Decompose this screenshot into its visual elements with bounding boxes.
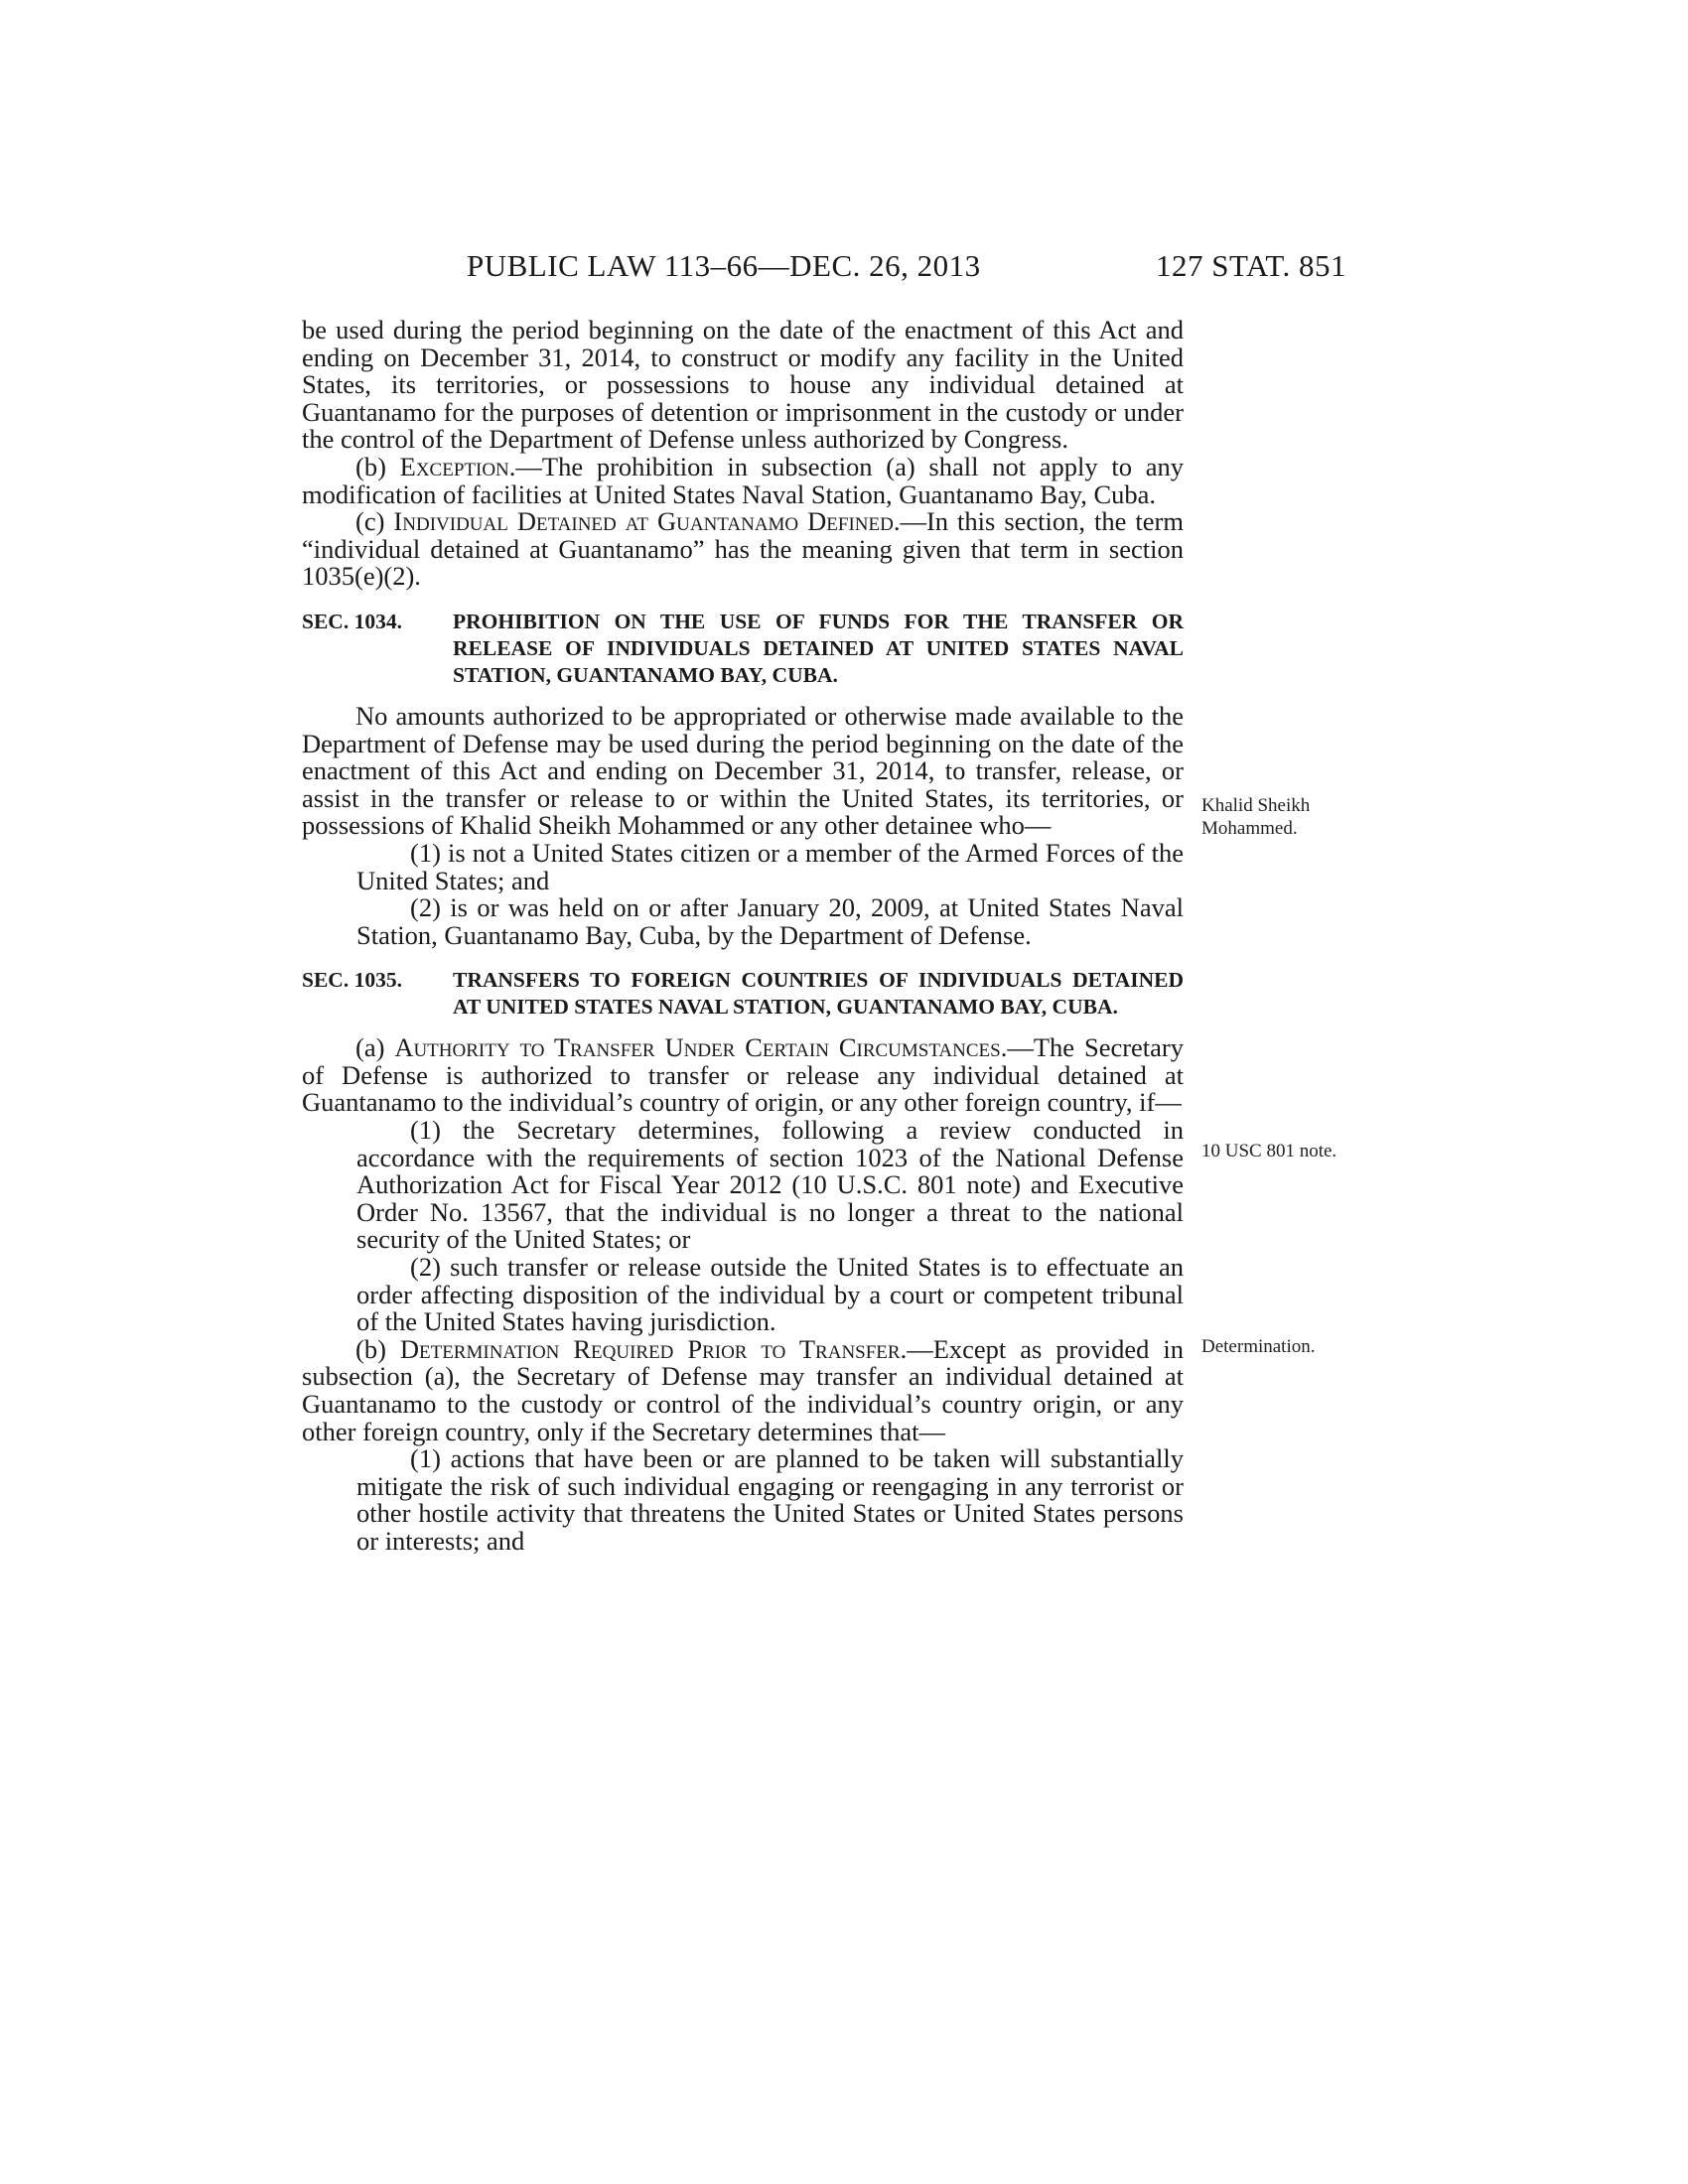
subsection-text: .—The Secretary of Defense is authorized to transfer or release any individual detained at Guantanamo to the individual’s country of origin, or any other foreign country, if— xyxy=(302,1032,1185,1118)
subsection-a-paragraph-1: (1) the Secretary determines, following a review conducted in accordance with the requirements of section 1023 of the National Defense Authorization Act for Fiscal Year 2012 (10 U.S.C. 801 note) and Executive Order No. 13567, that the individual is no longer a threat to the national security of the United States; or xyxy=(356,1115,1184,1255)
body-text xyxy=(302,317,1184,1556)
subsection-a-authority xyxy=(302,1034,1184,1117)
section-number: SEC. 1034. xyxy=(302,609,402,633)
subsection-b-determination xyxy=(302,1333,1184,1446)
subsection-b-paragraph-1: (1) actions that have been or are planned to be taken will substantially mitigate the risk of such individual engaging or reengaging in any terrorist or other hostile activity that threatens the United States or United States persons or interests; and xyxy=(356,1443,1184,1556)
subsection-a-paragraph-2: (2) such transfer or release outside the United States is to effectuate an order affecting disposition of the individual by a court or competent tribunal of the United States having jurisdiction. xyxy=(356,1252,1184,1337)
law-title: PUBLIC LAW 113–66—DEC. 26, 2013 xyxy=(467,248,981,283)
stat-reference: 127 STAT. 851 xyxy=(1156,248,1347,283)
margin-note-khalid: Khalid Sheikh Mohammed. xyxy=(1201,795,1311,839)
margin-note-determination: Determination. xyxy=(1201,1336,1316,1357)
subsection-label: (c) xyxy=(355,506,394,537)
subsection-text: .—In this section, the term “individual detained at Guantanamo” has the meaning given that term in section 1035(e)(2). xyxy=(302,506,1184,592)
subsection-text: .—The prohibition in subsection (a) shall not apply to any modification of facilities at United States Naval Station, Guantanamo Bay, Cuba. xyxy=(302,451,1184,509)
subsection-label: (b) xyxy=(355,1333,400,1364)
section-1034-paragraph-1: (1) is not a United States citizen or a member of the Armed Forces of the United States; and xyxy=(356,837,1184,895)
subsection-label: (a) xyxy=(355,1032,395,1063)
running-header xyxy=(0,248,1688,288)
section-1034-paragraph-2: (2) is or was held on or after January 20, 2009, at United States Naval Station, Guantanamo Bay, Cuba, by the Department of Defense. xyxy=(356,892,1184,950)
subsection-b-exception xyxy=(302,451,1184,509)
subsection-text: .—Except as provided in subsection (a), the Secretary of Defense may transfer an individual detained at Guantanamo to the custody or control of the individual’s country origin, or any other foreign country, only if the Secretary determines that— xyxy=(302,1333,1184,1446)
subsection-heading: Individual Detained at Guantanamo Defined xyxy=(393,506,894,537)
section-1034-heading xyxy=(302,609,1184,689)
section-title: TRANSFERS TO FOREIGN COUNTRIES OF INDIVIDUALS DETAINED AT UNITED STATES NAVAL STATION, GUANTANAMO BAY, CUBA. xyxy=(453,968,1184,1020)
subsection-heading: Exception xyxy=(399,451,509,481)
margin-note-usc: 10 USC 801 note. xyxy=(1201,1141,1337,1161)
section-1034-intro: No amounts authorized to be appropriated or otherwise made available to the Department of Defense may be used during the period beginning on the date of the enactment of this Act and ending on December 31, 2014, to transfer, release, or assist in the transfer or release to or within the United States, its territories, or possessions of Khalid Sheikh Mohammed or any other detainee who— xyxy=(302,700,1184,841)
continuation-paragraph: be used during the period beginning on the date of the enactment of this Act and ending on December 31, 2014, to construct or modify any facility in the United States, its territories, or possessions to house any individual detained at Guantanamo for the purposes of detention or imprisonment in the custody or under the control of the Department of Defense unless authorized by Congress. xyxy=(302,315,1184,455)
section-1035-heading xyxy=(302,967,1184,1021)
subsection-heading: Authority to Transfer Under Certain Circumstances xyxy=(394,1032,1001,1063)
subsection-label: (b) xyxy=(355,451,400,481)
subsection-c-definition xyxy=(302,508,1184,591)
subsection-heading: Determination Required Prior to Transfer xyxy=(399,1333,901,1364)
section-number: SEC. 1035. xyxy=(302,968,402,993)
section-title: PROHIBITION ON THE USE OF FUNDS FOR THE TRANSFER OR RELEASE OF INDIVIDUALS DETAINED AT UNITED STATES NAVAL STATION, GUANTANAMO BAY, CUBA. xyxy=(453,609,1184,687)
